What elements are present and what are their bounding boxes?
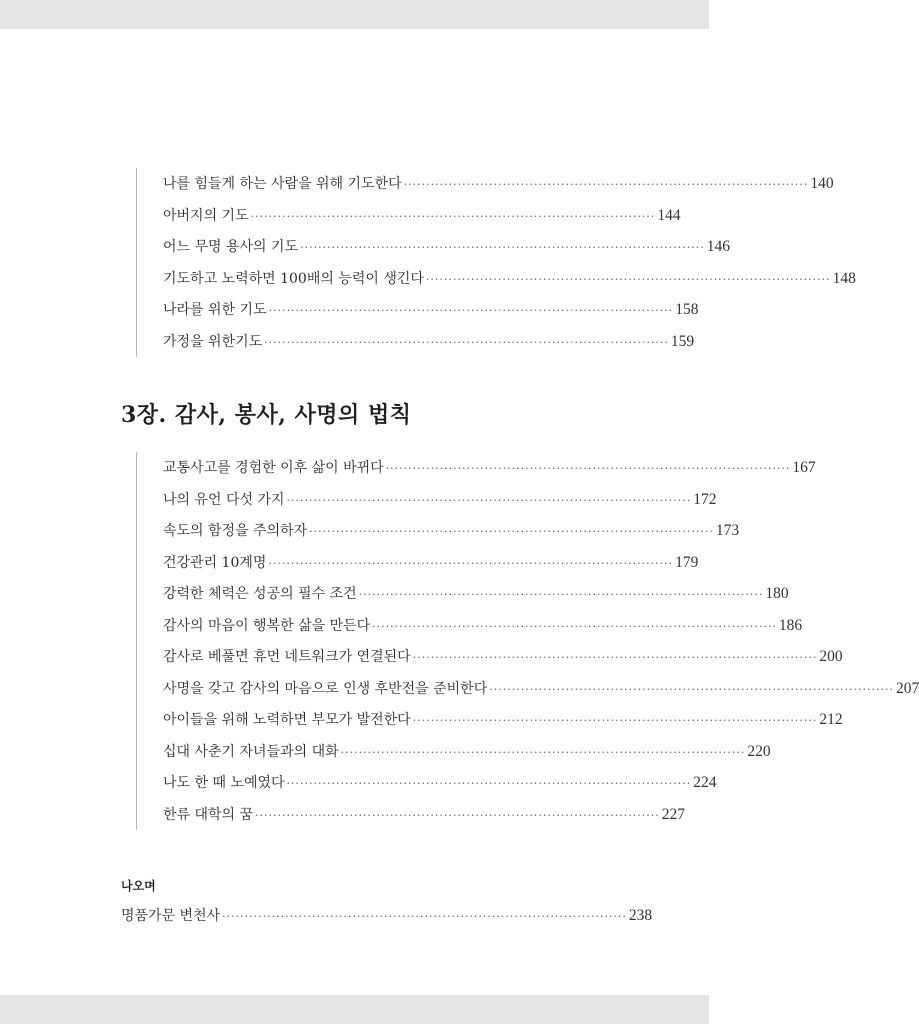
toc-entry[interactable] bbox=[137, 799, 685, 831]
toc-entry-title: 십대 사춘기 자녀들과의 대화 bbox=[163, 743, 339, 760]
toc-dot-leader: ·························································································· bbox=[300, 241, 705, 254]
toc-group-chapter-3 bbox=[136, 452, 919, 830]
toc-dot-leader: ·························································································· bbox=[222, 910, 627, 923]
toc-entry[interactable] bbox=[137, 452, 816, 484]
toc-entry-page: 140 bbox=[810, 175, 834, 192]
toc-entry-page: 179 bbox=[675, 553, 699, 571]
toc-entry-page: 180 bbox=[765, 585, 789, 602]
toc-entry-title: 나를 힘들게 하는 사람을 위해 기도한다 bbox=[163, 176, 402, 192]
toc-entry-title: 교통사고를 경험한 이후 삶이 바뀌다 bbox=[163, 460, 384, 476]
toc-entry-title: 사명을 갖고 감사의 마음으로 인생 후반전을 준비한다 bbox=[163, 680, 488, 697]
bottom-band bbox=[0, 995, 709, 1024]
toc-entry-title: 기도하고 노력하면 100배의 능력이 생긴다 bbox=[163, 270, 424, 287]
top-band bbox=[0, 0, 709, 29]
toc-entry-title: 나도 한 때 노예였다 bbox=[163, 775, 285, 791]
closing-section-label: 나오며 bbox=[121, 879, 156, 893]
toc-entry[interactable] bbox=[137, 736, 771, 768]
toc-dot-leader: ·························································································· bbox=[412, 714, 818, 727]
toc-entry-page: 148 bbox=[832, 269, 856, 287]
toc-dot-leader: ·························································································· bbox=[268, 556, 674, 570]
toc-dot-leader: ·························································································· bbox=[489, 682, 894, 696]
toc-entry-page: 146 bbox=[706, 238, 731, 255]
toc-entry-title: 한류 대학의 꿈 bbox=[163, 806, 254, 823]
toc-entry[interactable] bbox=[137, 767, 717, 799]
toc-dot-leader: ·························································································· bbox=[425, 272, 831, 286]
toc-entry-page: 172 bbox=[693, 490, 717, 508]
toc-entry-page: 220 bbox=[747, 742, 771, 760]
toc-entry-page: 186 bbox=[778, 616, 803, 634]
toc-entry[interactable] bbox=[137, 641, 843, 673]
toc-entry[interactable] bbox=[137, 231, 731, 263]
toc-entry-title: 가정을 위한기도 bbox=[163, 333, 263, 350]
toc-dot-leader: ·························································································· bbox=[264, 335, 669, 349]
toc-entry-page: 227 bbox=[661, 805, 685, 823]
toc-entry-page: 207 bbox=[895, 679, 919, 697]
toc-entry-page: 200 bbox=[819, 648, 843, 665]
toc-entry[interactable] bbox=[137, 704, 843, 736]
toc-entry-page: 144 bbox=[657, 206, 681, 224]
toc-entry[interactable] bbox=[137, 263, 856, 295]
toc-dot-leader: ·························································································· bbox=[286, 777, 692, 790]
toc-entry[interactable] bbox=[137, 515, 740, 547]
toc-entry-page: 158 bbox=[675, 301, 699, 318]
toc-entry-title: 감사의 마음이 행복한 삶을 만든다 bbox=[163, 617, 371, 634]
toc-entry-page: 224 bbox=[693, 774, 717, 791]
toc-entry-page: 212 bbox=[819, 711, 843, 728]
toc-dot-leader: ·························································································· bbox=[358, 588, 764, 601]
toc-dot-leader: ·························································································· bbox=[286, 493, 692, 507]
toc-entry-title: 나의 유언 다섯 가지 bbox=[163, 491, 285, 508]
toc-dot-leader: ·························································································· bbox=[372, 619, 777, 633]
toc-dot-leader: ·························································································· bbox=[412, 651, 818, 664]
toc-entry-page: 238 bbox=[628, 907, 653, 924]
toc-entry[interactable] bbox=[137, 610, 803, 642]
toc-dot-leader: ·························································································· bbox=[309, 525, 714, 538]
toc-entry-closing[interactable] bbox=[121, 900, 653, 932]
toc-entry-title: 아버지의 기도 bbox=[163, 207, 249, 224]
toc-entry-title: 명품가문 변천사 bbox=[121, 908, 221, 924]
chapter-3-heading: 3장. 감사, 봉사, 사명의 법칙 bbox=[121, 402, 412, 428]
toc-entry-title: 나라를 위한 기도 bbox=[163, 302, 267, 318]
toc-entry-page: 167 bbox=[792, 459, 816, 476]
toc-dot-leader: ·························································································· bbox=[340, 745, 746, 759]
toc-entry-title: 감사로 베풀면 휴먼 네트워크가 연결된다 bbox=[163, 649, 411, 665]
toc-entry-title: 아이들을 위해 노력하면 부모가 발전한다 bbox=[163, 712, 411, 728]
toc-entry[interactable] bbox=[137, 484, 717, 516]
toc-entry-title: 건강관리 10계명 bbox=[163, 554, 267, 571]
toc-entry[interactable] bbox=[137, 200, 681, 232]
toc-dot-leader: ·························································································· bbox=[255, 808, 660, 822]
toc-entry-title: 강력한 체력은 성공의 필수 조건 bbox=[163, 586, 357, 602]
toc-entry[interactable] bbox=[137, 326, 695, 358]
toc-group-section-two bbox=[136, 168, 856, 357]
toc-dot-leader: ·························································································· bbox=[268, 304, 674, 317]
toc-entry[interactable] bbox=[137, 294, 699, 326]
toc-entry-page: 159 bbox=[670, 332, 695, 350]
toc-dot-leader: ·························································································· bbox=[250, 209, 656, 223]
toc-dot-leader: ·························································································· bbox=[385, 462, 791, 475]
toc-entry[interactable] bbox=[137, 168, 834, 200]
toc-entry[interactable] bbox=[137, 578, 789, 610]
toc-entry-title: 어느 무명 용사의 기도 bbox=[163, 239, 299, 255]
toc-entry[interactable] bbox=[137, 547, 699, 579]
toc-entry-title: 속도의 함정을 주의하자 bbox=[163, 523, 308, 539]
toc-entry-page: 173 bbox=[715, 522, 740, 539]
toc-dot-leader: ·························································································· bbox=[403, 178, 809, 191]
toc-entry[interactable] bbox=[137, 673, 919, 705]
